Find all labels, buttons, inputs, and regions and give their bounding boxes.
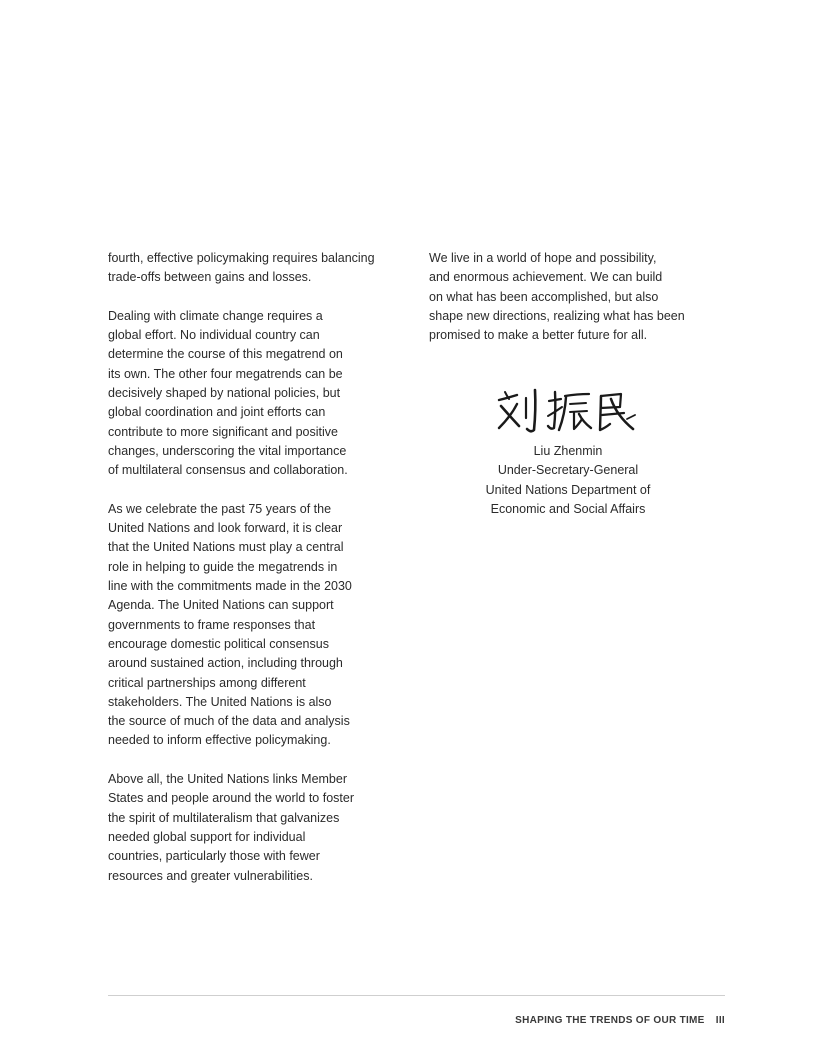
signatory-organization: United Nations Department of — [485, 482, 651, 497]
text-line: governments to frame responses that — [108, 617, 316, 632]
text-line: stakeholders. The United Nations is also — [108, 694, 332, 709]
text-line: As we celebrate the past 75 years of the — [108, 501, 332, 516]
text-line: fourth, effective policymaking requires balancing — [108, 251, 375, 265]
text-line: needed global support for individual — [108, 829, 306, 844]
text-line: countries, particularly those with fewer — [108, 849, 320, 864]
page-number: III — [715, 1015, 725, 1026]
text-line: that the United Nations must play a central — [108, 540, 344, 555]
paragraph-policymaking — [108, 249, 398, 288]
text-line: line with the commitments made in the 2030 — [108, 579, 352, 594]
page-footer — [515, 1015, 725, 1026]
paragraph-hope-and-possibility — [429, 249, 719, 345]
text-line: global coordination and joint efforts can — [108, 405, 326, 420]
text-line: changes, underscoring the vital importance — [108, 443, 347, 458]
text-line: critical partnerships among different — [108, 675, 306, 690]
text-line: the source of much of the data and analysis — [108, 714, 350, 729]
text-line: on what has been accomplished, but also — [429, 289, 659, 304]
running-title: SHAPING THE TRENDS OF OUR TIME — [515, 1015, 705, 1026]
text-line: and enormous achievement. We can build — [429, 270, 663, 285]
text-line: the spirit of multilateralism that galvanizes — [108, 810, 340, 825]
text-line: Agenda. The United Nations can support — [108, 598, 334, 613]
text-line: trade-offs between gains and losses. — [108, 270, 312, 285]
text-line: shape new directions, realizing what has been — [429, 308, 685, 323]
paragraph-climate-change — [108, 307, 398, 481]
text-line: role in helping to guide the megatrends in — [108, 559, 338, 574]
text-line: global effort. No individual country can — [108, 328, 320, 343]
text-line: of multilateral consensus and collaboration. — [108, 463, 348, 478]
text-line: around sustained action, including through — [108, 656, 343, 671]
paragraph-multilateralism — [108, 770, 398, 886]
right-column — [429, 249, 719, 365]
paragraph-un-75-years — [108, 500, 398, 751]
text-line: decisively shaped by national policies, but — [108, 386, 341, 401]
signatory-name: Liu Zhenmin — [533, 444, 603, 458]
text-line: We live in a world of hope and possibility, — [429, 251, 657, 265]
text-line: contribute to more significant and positive — [108, 424, 338, 439]
text-line: its own. The other four megatrends can be — [108, 366, 343, 381]
footer-divider — [108, 995, 725, 996]
text-line: United Nations and look forward, it is clear — [108, 521, 343, 536]
text-line: States and people around the world to foster — [108, 791, 354, 806]
text-line: Dealing with climate change requires a — [108, 308, 323, 323]
text-line: resources and greater vulnerabilities. — [108, 868, 313, 883]
text-line: encourage domestic political consensus — [108, 636, 329, 651]
text-line: promised to make a better future for all. — [429, 328, 648, 343]
signatory-organization: Economic and Social Affairs — [490, 501, 646, 516]
signatory-title: Under-Secretary-General — [497, 463, 639, 478]
text-line: needed to inform effective policymaking. — [108, 733, 331, 748]
handwritten-signature — [493, 386, 643, 438]
text-line: Above all, the United Nations links Member — [108, 772, 348, 787]
signature-block — [458, 386, 678, 519]
left-column — [108, 249, 398, 905]
text-line: determine the course of this megatrend on — [108, 347, 343, 362]
